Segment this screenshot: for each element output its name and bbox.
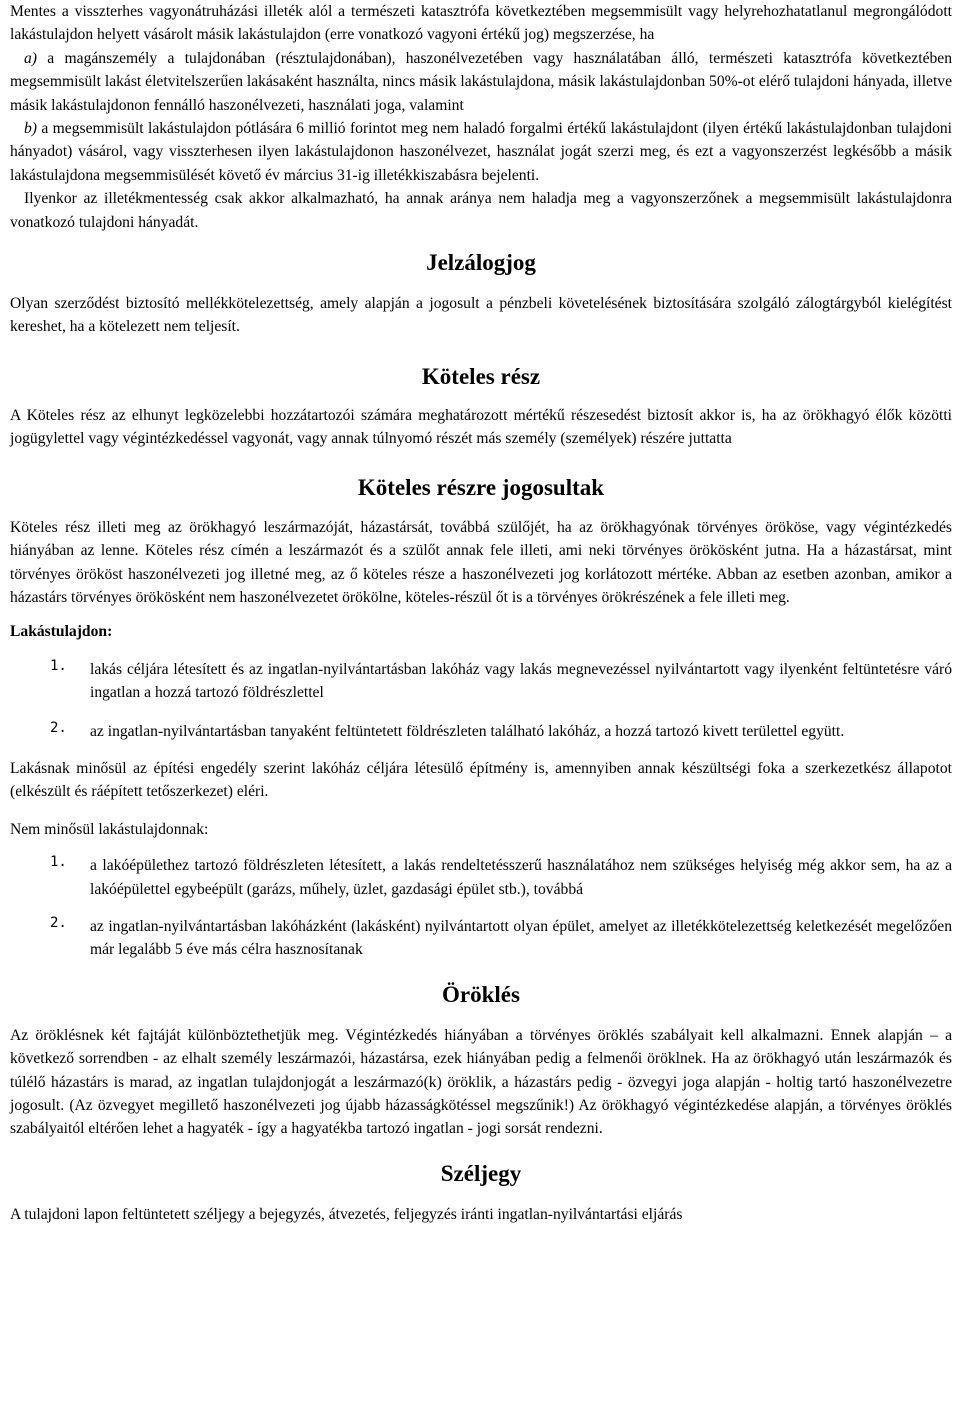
condition-b-text: a megsemmisült lakástulajdon pótlására 6 millió forintot meg nem haladó forgalmi értékű lakástulajdont (ilyen értékű lakástulajdonban tulajdoni hányadot) vásárol, vagy visszterhesen ilyen lakástulajdonon haszonélvezet, használat jogát szerzi meg, és ezt a vagyonszerzést legkésőbb a másik lakástulajdona megsemmisülését követő év március 31-ig illetékkiszabásra bejelenti. [10,120,952,184]
list-item [10,854,952,901]
section-title-koteles-resz: Köteles rész [421,363,541,389]
exemption-ratio-paragraph: Ilyenkor az illetékmentesség csak akkor alkalmazható, ha annak aránya nem haladja meg a vagyonszerzőnek a megsemmisült lakástulajdonra vonatkozó tulajdoni hányadát. [10,190,952,231]
condition-a-marker: a) [24,49,37,67]
list-number: 1. [50,657,67,674]
condition-a [10,47,952,117]
section-title-koteles-jogosultak: Köteles részre jogosultak [357,474,605,500]
list-number: 2. [50,914,67,931]
section-title-jelzalogjog: Jelzálogjog [426,250,536,276]
section-title-orokles: Öröklés [442,981,520,1007]
list-item-text: a lakóépülethez tartozó földrészleten létesített, a lakás rendeltetésszerű használatához nem szükséges helyiség még akkor sem, ha az a lakóépülettel egybeépült (garázs, műhely, üzlet, gazdasági épület stb.), továbbá [90,857,952,898]
list-number: 2. [50,719,67,736]
list-item-text: az ingatlan-nyilvántartásban lakóházként (lakásként) nyilvántartott olyan épület, amelyet az illetékkötelezettség keletkezését megelőzően már legalább 5 éve más célra hasznosítanak [90,917,952,959]
list-item-text: az ingatlan-nyilvántartásban tanyaként feltüntetett földrészleten található lakóház, a hozzá tartozó kivett területtel együtt. [90,722,845,740]
document-page [10,0,952,1226]
nem-minosul-heading: Nem minősül lakástulajdonnak: [10,820,209,838]
list-item [10,720,952,743]
jelzalogjog-text: Olyan szerződést biztosító mellékkötelezettség, amely alapján a jogosult a pénzbeli követelésének biztosítására szolgáló zálogtárgyból kielégítést kereshet, ha a kötelezett nem teljesít. [10,295,952,336]
szeljegy-text: A tulajdoni lapon feltüntetett széljegy a bejegyzés, átvezetés, feljegyzés iránti ingatlan-nyilvántartási eljárás [10,1205,683,1223]
koteles-resz-text: A Köteles rész az elhunyt legközelebbi hozzátartozói számára meghatározott mértékű részesedést biztosít akkor is, ha az örökhagyó élők közötti jogügylettel vagy végintézkedéssel vagyonát, vagy annak túlnyomó részét más személy (személyek) részére juttatta [10,406,952,448]
condition-b-marker: b) [24,120,37,138]
list-item-text: lakás céljára létesített és az ingatlan-nyilvántartásban lakóház vagy lakás megnevezéssel nyilvántartott vagy ilyenként feltüntetésre váró ingatlan a hozzá tartozó földrészlettel [90,660,952,702]
list-item [10,658,952,705]
intro-paragraph: Mentes a visszterhes vagyonátruházási illeték alól a természeti katasztrófa következtében megsemmisült vagy helyrehozhatatlanul megrongálódott lakástulajdon helyett vásárolt másik lakástulajdon (erre vonatkozó vagyoni értékű jog) megszerzése, ha [10,3,952,44]
condition-a-text: a magánszemély a tulajdonában (résztulajdonában), haszonélvezetében vagy használatában álló, természeti katasztrófa következtében megsemmisült lakást életvitelszerűen lakásaként használta, nincs másik lakástulajdona, másik lakástulajdonban 50%-ot elérő tulajdoni hányada, illetve másik lakástulajdonon fennálló haszonélvezeti, használati joga, valamint [10,49,952,114]
lakas-definition-text: Lakásnak minősül az építési engedély szerint lakóház céljára létesülő építmény is, amennyiben annak készültségi foka a szerkezetkész állapotot (elkészült és ráépített tetőszerkezet) eléri. [10,759,952,801]
condition-b [10,117,952,187]
lakastulajdon-heading: Lakástulajdon: [10,623,113,641]
list-item [10,915,952,962]
koteles-jogosultak-text: Köteles rész illeti meg az örökhagyó leszármazóját, házastársát, továbbá szülőjét, ha az örökhagyónak törvényes örököse, vagy végintézkedés hiányában az lenne. Köteles rész címén a leszármazót és a szülőt annak fele illeti, ami neki törvényes örökösként jutna. Ha a házastársat, mint törvényes örököst haszonélvezeti jog illetné meg, az ő köteles része a haszonélvezeti jog korlátozott mértéke. Abban az esetben azonban, amikor a házastárs törvényes örökösként nem haszonélvezetet örökölne, köteles-részül őt is a törvényes örökrészének a fele illeti meg. [10,518,952,606]
list-number: 1. [50,854,67,871]
section-title-szeljegy: Széljegy [440,1160,522,1186]
orokles-text: Az öröklésnek két fajtáját különböztethetjük meg. Végintézkedés hiányában a törvényes öröklés szabályait kell alkalmazni. Ennek alapján – a következő sorrendben - az elhalt személy leszármazói, házastársa, ezek hiányában pedig a felmenői öröklnek. Ha az örökhagyó után leszármazók és túlélő házastárs is marad, az ingatlan tulajdonjogát a leszármazó(k) öröklik, a házastárs pedig - özvegyi joga alapján - holtig tartó haszonélvezetre jogosult. (Az özvegyet megillető haszonélvezeti jog újabb házasságkötéssel megszűnik!) Az örökhagyó végintézkedése alapján, a törvényes öröklés szabályaitól eltérően lehet a hagyaték - így a hagyatékba tartozó ingatlan - jogi sorsát rendezni. [10,1026,952,1138]
